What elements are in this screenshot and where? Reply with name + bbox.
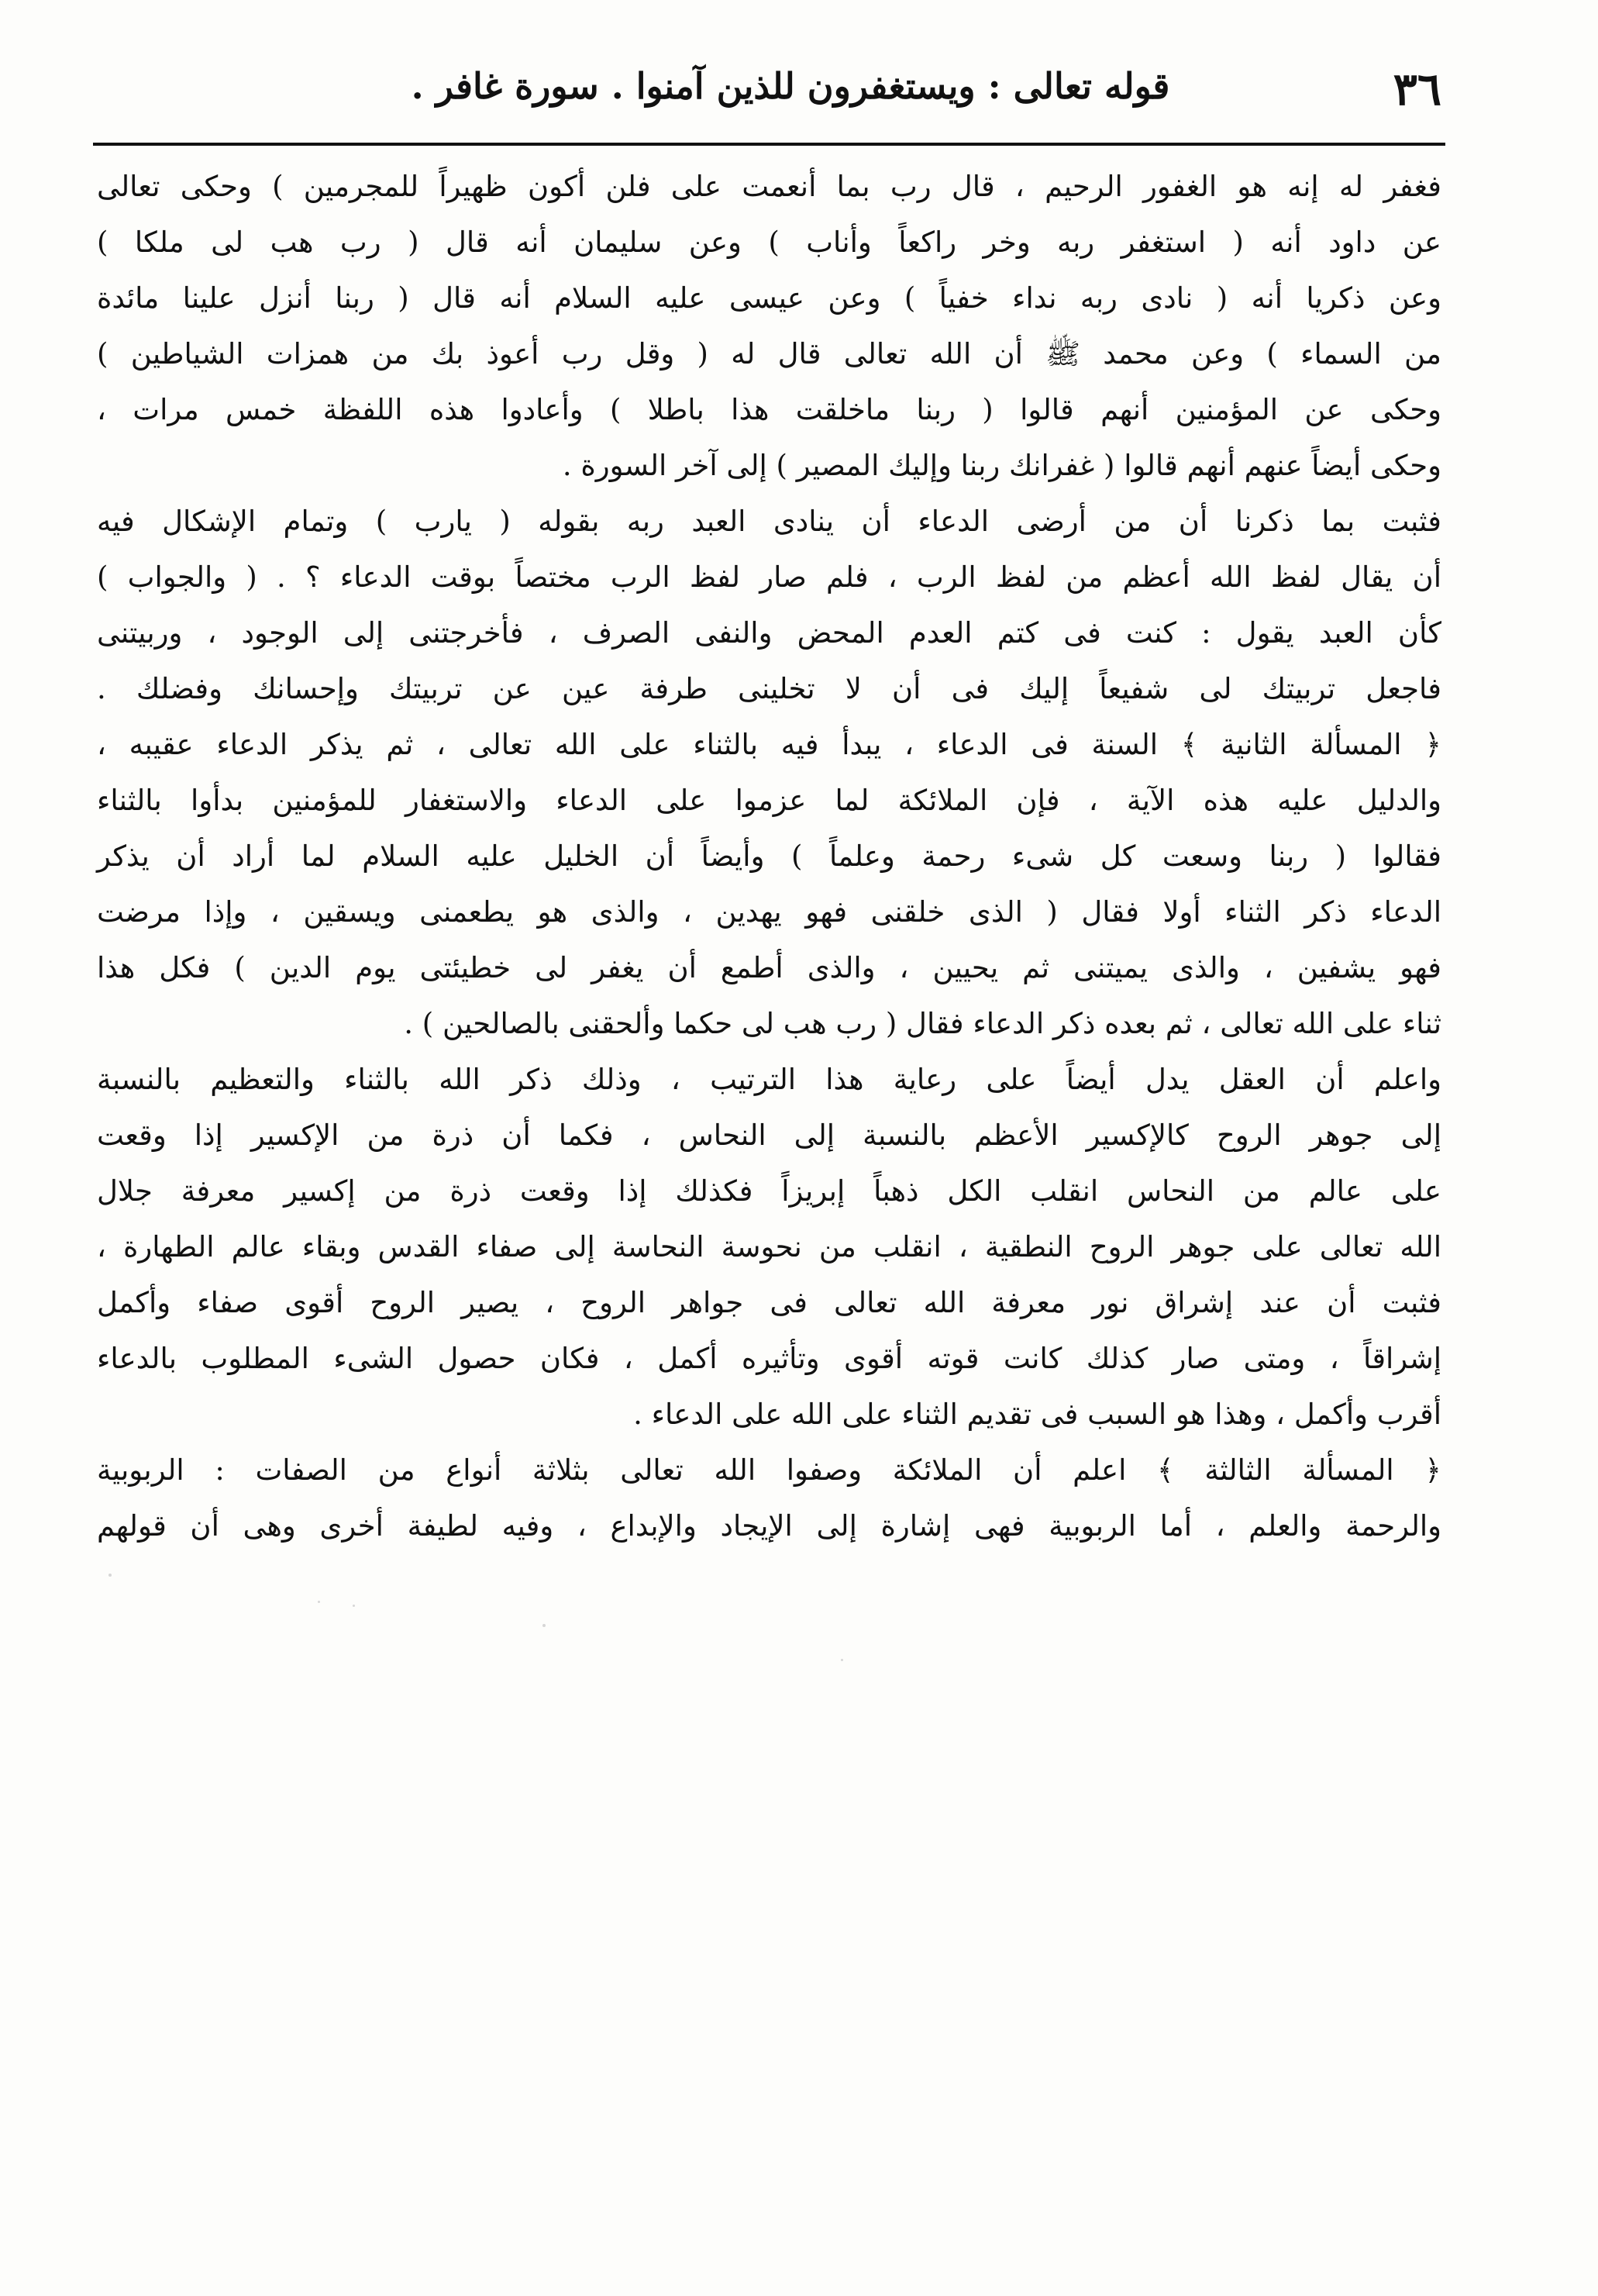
paper-speck [108,1574,112,1577]
text-line: أقرب وأكمل ، وهذا هو السبب فى تقديم الثناء على الله على الدعاء . [633,1398,1441,1431]
text-line: واعلم أن العقل يدل أيضاً على رعاية هذا الترتيب ، وذلك ذكر الله بالثناء والتعظيم بالنسبة [97,1063,1441,1096]
section-heading-line: ﴿ المسألة الثالثة ﴾ اعلم أن الملائكة وصفوا الله تعالى بثلاثة أنواع من الصفات : الربوبية [97,1453,1441,1487]
text-line: أن يقال لفظ الله أعظم من لفظ الرب ، فلم صار لفظ الرب مختصاً بوقت الدعاء ؟ . ( والجواب ) [97,560,1441,594]
paper-speck [353,1605,355,1607]
text-line: عن داود أنه ( استغفر ربه وخر راكعاً وأناب ) وعن سليمان أنه قال ( رب هب لى ملكا ) [97,226,1441,259]
text-line: كأن العبد يقول : كنت فى كتم العدم المحض والنفى الصرف ، فأخرجتنى إلى الوجود ، وربيتنى [97,616,1441,650]
body-text [97,159,1441,1554]
text-line: وحكى أيضاً عنهم أنهم قالوا ( غفرانك ربنا وإليك المصير ) إلى آخر السورة . [562,449,1441,482]
paper-speck [841,1659,843,1661]
text-line: فاجعل تربيتك لى شفيعاً إليك فى أن لا تخلينى طرفة عين عن تربيتك وإحسانك وفضلك . [97,672,1441,705]
running-title: قوله تعالى : ويستغفرون للذين آمنوا . سورة غافر . [411,65,1170,107]
text-line: وعن ذكريا أنه ( نادى ربه نداء خفياً ) وعن عيسى عليه السلام أنه قال ( ربنا أنزل علينا مائدة [97,281,1441,315]
text-line: فثبت بما ذكرنا أن من أرضى الدعاء أن ينادى العبد ربه بقوله ( يارب ) وتمام الإشكال فيه [97,505,1441,538]
text-line: فثبت أن عند إشراق نور معرفة الله تعالى فى جواهر الروح ، يصير الروح أقوى صفاء وأكمل [97,1286,1441,1319]
text-line: من السماء ) وعن محمد ﷺ أن الله تعالى قال له ( وقل رب أعوذ بك من همزات الشياطين ) [97,337,1441,371]
text-line: إلى جوهر الروح كالإكسير الأعظم بالنسبة إلى النحاس ، فكما أن ذرة من الإكسير إذا وقعت [97,1119,1441,1152]
paper-speck [318,1601,320,1603]
text-line: والرحمة والعلم ، أما الربوبية فهى إشارة إلى الإيجاد والإبداع ، وفيه لطيفة أخرى وهى أن قولهم [97,1509,1441,1543]
text-line: الله تعالى على جوهر الروح النطقية ، انقلب من نحوسة النحاسة إلى صفاء القدس وبقاء عالم الطهارة ، [97,1230,1441,1263]
text-line: فقالوا ( ربنا وسعت كل شىء رحمة وعلماً ) وأيضاً أن الخليل عليه السلام لما أراد أن يذكر [97,839,1441,873]
paper-speck [542,1624,546,1627]
page-header [93,60,1441,130]
text-line: فهو يشفين ، والذى يميتنى ثم يحيين ، والذى أطمع أن يغفر لى خطيئتى يوم الدين ) فكل هذا [97,951,1441,984]
text-line: فغفر له إنه هو الغفور الرحيم ، قال رب بما أنعمت على فلن أكون ظهيراً للمجرمين ) وحكى تعالى [97,170,1441,203]
text-line: ثناء على الله تعالى ، ثم بعده ذكر الدعاء فقال ( رب هب لى حكما وألحقنى بالصالحين ) . [404,1007,1441,1040]
header-rule [93,143,1445,146]
text-line: إشراقاً ، ومتى صار كذلك كانت قوته أقوى وتأثيره أكمل ، فكان حصول الشىء المطلوب بالدعاء [97,1342,1441,1375]
page-number: ٣٦ [1393,63,1441,115]
text-line: الدعاء ذكر الثناء أولا فقال ( الذى خلقنى فهو يهدين ، والذى هو يطعمنى ويسقين ، وإذا مرضت [97,895,1441,929]
text-line: على عالم من النحاس انقلب الكل ذهباً إبريزاً فكذلك إذا وقعت ذرة من إكسير معرفة جلال [97,1174,1441,1208]
text-line: والدليل عليه هذه الآية ، فإن الملائكة لما عزموا على الدعاء والاستغفار للمؤمنين بدأوا بالثناء [97,784,1441,817]
text-line: وحكى عن المؤمنين أنهم قالوا ( ربنا ماخلقت هذا باطلا ) وأعادوا هذه اللفظة خمس مرات ، [97,393,1441,426]
section-heading-line: ﴿ المسألة الثانية ﴾ السنة فى الدعاء ، يبدأ فيه بالثناء على الله تعالى ، ثم يذكر الدعاء عقيبه ، [97,728,1441,761]
